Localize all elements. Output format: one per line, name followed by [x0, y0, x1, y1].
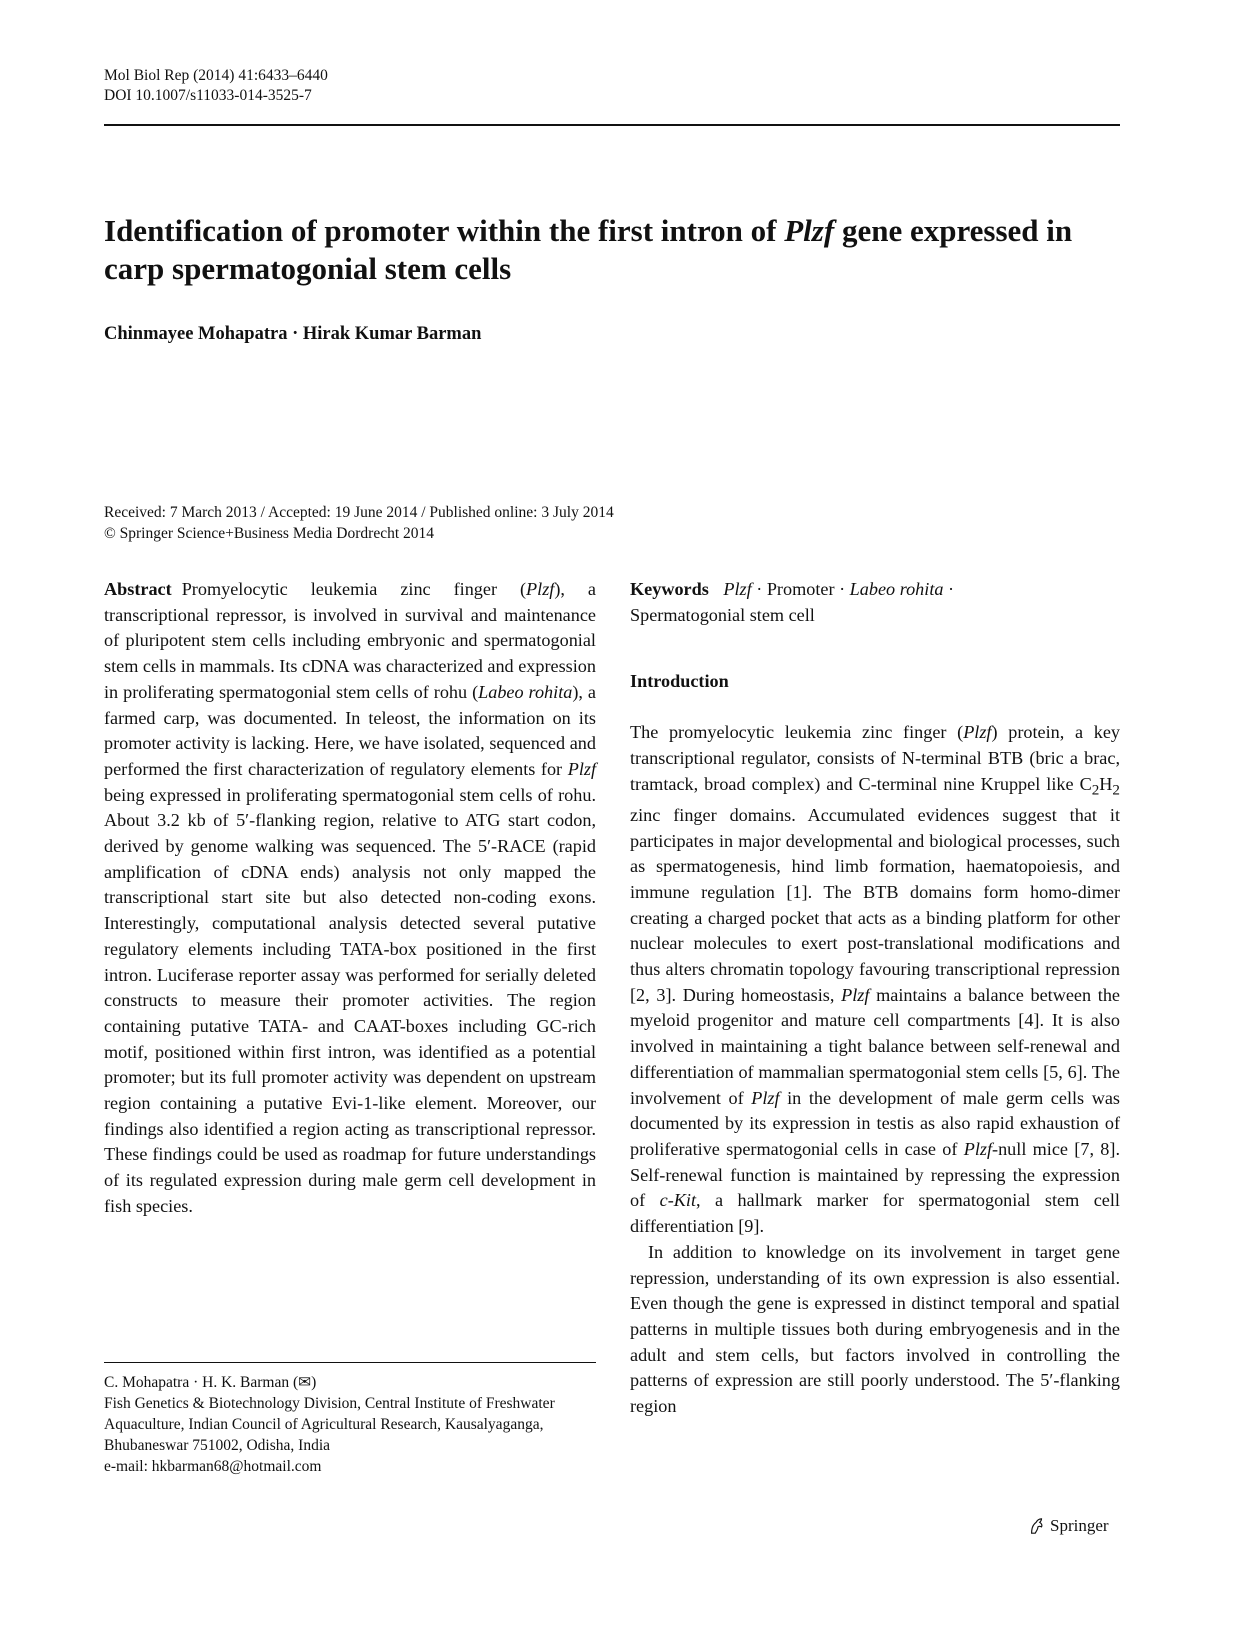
dates-line: Received: 7 March 2013 / Accepted: 19 June 2014 / Published online: 3 July 2014 [104, 504, 614, 521]
journal-header [104, 66, 328, 106]
keywords-label: Keywords [630, 579, 709, 599]
footnote-affiliation: Fish Genetics & Biotechnology Division, Central Institute of Freshwater Aquaculture, Indian Council of Agricultural Research, Kausalyaganga, Bhubaneswar 751002, Odisha, India [104, 1395, 555, 1454]
header-rule [104, 124, 1120, 126]
author-affiliation-footnote [104, 1372, 596, 1477]
right-column [630, 577, 1120, 1420]
title-gene-name: Plzf [784, 213, 835, 248]
publisher-footer [1028, 1516, 1109, 1536]
abstract: Abstract Promyelocytic leukemia zinc finger (Plzf), a transcriptional repressor, is involved in survival and maintenance of pluripotent stem cells including embryonic and spermatogonial stem cells in mammals. Its cDNA was characterized and expression in proliferating spermatogonial stem cells of rohu (Labeo rohita), a farmed carp, was documented. In teleost, the information on its promoter activity is lacking. Here, we have isolated, sequenced and performed the first characterization of regulatory elements for Plzf being expressed in proliferating spermatogonial stem cells of rohu. About 3.2 kb of 5′-flanking region, relative to ATG start codon, derived by genome walking was sequenced. The 5′-RACE (rapid amplification of cDNA ends) analysis not only mapped the transcriptional start site but also detected non-coding exons. Interestingly, computational analysis detected several putative regulatory elements including TATA-box positioned in the first intron. Luciferase reporter assay was performed for serially deleted constructs to measure their promoter activities. The region containing putative TATA- and CAAT-boxes including GC-rich motif, positioned within first intron, was identified as a potential promoter; but its full promoter activity was dependent on upstream region containing a putative Evi-1-like element. Moreover, our findings also identified a region acting as transcriptional repressor. These findings could be used as roadmap for future understandings of its regulated expression during male germ cell development in fish species. [104, 579, 596, 1216]
abstract-label: Abstract [104, 579, 172, 599]
footnote-authors: C. Mohapatra · H. K. Barman (✉) [104, 1374, 317, 1391]
intro-paragraph-1: The promyelocytic leukemia zinc finger (Plzf) protein, a key transcriptional regulator, consists of N-terminal BTB (bric a brac, tramtack, broad complex) and C-terminal nine Kruppel like $C_2H_2$ zinc finger domains. Accumulated evidences suggest that it participates in major developmental and biological processes, such as spermatogenesis, hind limb formation, haematopoiesis, and immune regulation [1]. The BTB domains form homo-dimer creating a charged pocket that acts as a binding platform for other nuclear molecules to exert post-translational modifications and thus alters chromatin topology favouring transcriptional repression [2, 3]. During homeostasis, Plzf maintains a balance between the myeloid progenitor and mature cell compartments [4]. It is also involved in maintaining a tight balance between self-renewal and differentiation of mammalian spermatogonial stem cells [5, 6]. The involvement of Plzf in the development of male germ cells was documented by its expression in testis as also rapid exhaustion of proliferative spermatogonial cells in case of Plzf-null mice [7, 8]. Self-renewal function is maintained by repressing the expression of c-Kit, a hallmark marker for spermatogonial stem cell differentiation [9]. [630, 722, 1120, 1237]
journal-citation: Mol Biol Rep (2014) 41:6433–6440 [104, 67, 328, 84]
doi: DOI 10.1007/s11033-014-3525-7 [104, 87, 312, 104]
keywords: Keywords Plzf · Promoter · Labeo rohita · Spermatogonial stem cell [630, 579, 955, 625]
springer-horse-icon [1028, 1517, 1046, 1535]
footnote-rule [104, 1362, 596, 1363]
publication-dates [104, 502, 614, 544]
introduction-heading: Introduction [630, 671, 729, 692]
author-list: Chinmayee Mohapatra · Hirak Kumar Barman [104, 324, 482, 344]
footnote-email: e-mail: hkbarman68@hotmail.com [104, 1458, 322, 1475]
copyright-line: © Springer Science+Business Media Dordrecht 2014 [104, 525, 435, 542]
intro-paragraph-2: In addition to knowledge on its involvement in target gene repression, understanding of its own expression is also essential. Even though the gene is expressed in distinct temporal and spatial patterns in multiple tissues both during embryogenesis and in the adult and stem cells, but factors involved in controlling the patterns of expression are still poorly understood. The 5′-flanking region [630, 1241, 1120, 1417]
publisher-name: Springer [1050, 1516, 1109, 1535]
article-title: Identification of promoter within the first intron of Plzf gene expressed in carp spermatogonial stem cells [104, 213, 1073, 286]
